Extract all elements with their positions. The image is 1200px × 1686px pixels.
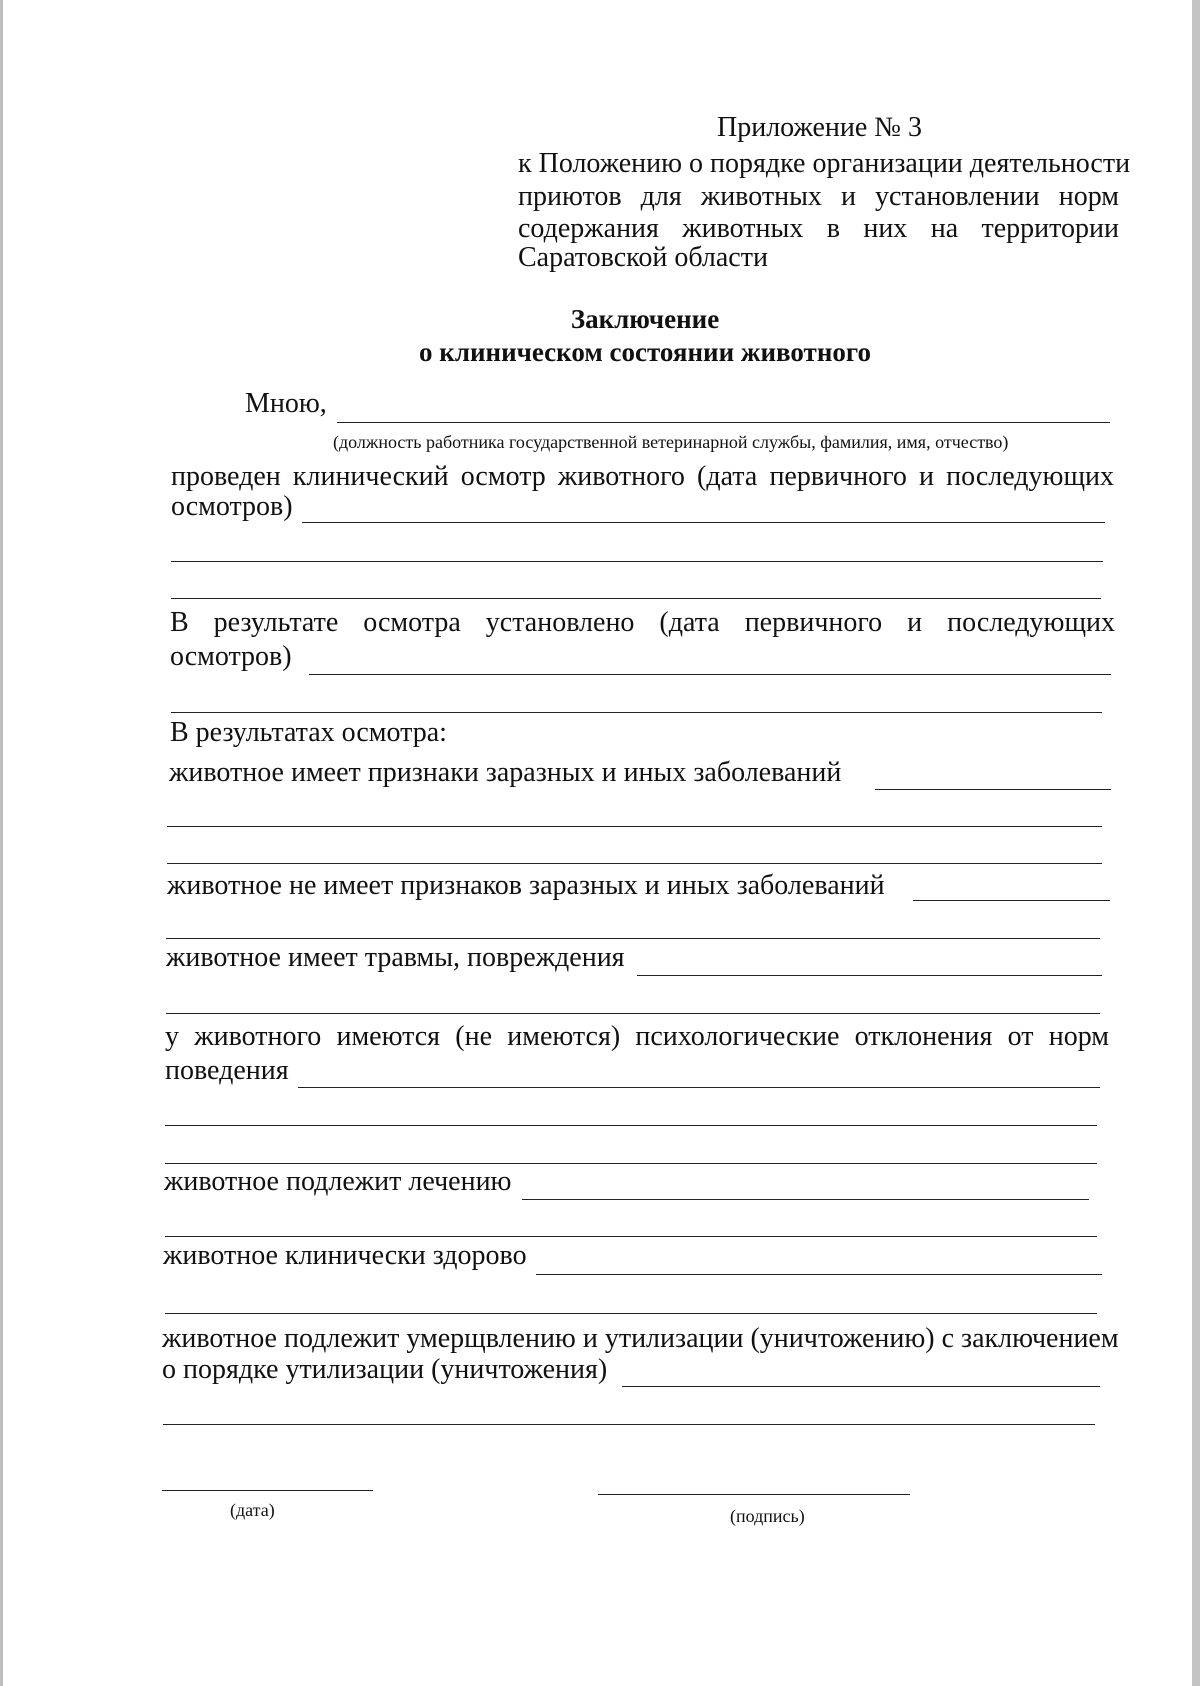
document-subtitle: о клиническом состоянии животного: [419, 337, 871, 367]
scan-edge-right: [1192, 0, 1200, 1686]
psych-line-3[interactable]: [165, 1163, 1097, 1164]
euthanasia-text-line-2: о порядке утилизации (уничтожения): [162, 1354, 608, 1385]
exam-dates-line-3[interactable]: [171, 598, 1101, 599]
no-diseases-label: животное не имеет признаков заразных и иных заболеваний: [167, 870, 885, 901]
euthanasia-text-line-1: животное подлежит умерщвлению и утилизации (уничтожению) с заключением: [162, 1323, 1119, 1354]
injuries-line-1[interactable]: [637, 975, 1102, 976]
signature-line[interactable]: [598, 1494, 910, 1495]
result-text-line-1: В результате осмотра установлено (дата первичного и последующих: [170, 607, 1115, 638]
no-diseases-line-2[interactable]: [166, 938, 1100, 939]
appendix-line-2: приютов для животных и установлении норм: [518, 181, 1119, 212]
appendix-number: Приложение № 3: [717, 112, 922, 143]
result-line-2[interactable]: [171, 712, 1102, 713]
psych-text-line-1: у животного имеются (не имеются) психологические отклонения от норм: [165, 1021, 1109, 1052]
has-diseases-line-2[interactable]: [167, 826, 1102, 827]
exam-dates-line-1[interactable]: [302, 522, 1105, 523]
treatment-label: животное подлежит лечению: [164, 1166, 512, 1197]
euthanasia-line-2[interactable]: [163, 1424, 1095, 1425]
results-heading: В результатах осмотра:: [170, 717, 447, 748]
signature-caption: (подпись): [730, 1506, 805, 1526]
injuries-line-2[interactable]: [166, 1013, 1100, 1014]
appendix-line-3: содержания животных в них на территории: [518, 213, 1119, 244]
healthy-label: животное клинически здорово: [163, 1240, 527, 1271]
healthy-line-1[interactable]: [536, 1274, 1102, 1275]
has-diseases-line-1[interactable]: [875, 789, 1111, 790]
treatment-line-1[interactable]: [522, 1199, 1089, 1200]
mnoyu-label: Мною,: [245, 388, 327, 419]
scan-edge-left: [0, 0, 3, 1686]
official-name-line[interactable]: [337, 422, 1110, 423]
exam-text-line-1: проведен клинический осмотр животного (дата первичного и последующих: [171, 461, 1114, 492]
psych-line-2[interactable]: [165, 1125, 1097, 1126]
no-diseases-line-1[interactable]: [913, 900, 1110, 901]
injuries-label: животное имеет травмы, повреждения: [166, 942, 625, 973]
result-text-line-2: осмотров): [170, 641, 292, 672]
treatment-line-2[interactable]: [165, 1236, 1097, 1237]
has-diseases-label: животное имеет признаки заразных и иных заболеваний: [169, 757, 842, 788]
healthy-line-2[interactable]: [165, 1313, 1097, 1314]
result-line-1[interactable]: [309, 674, 1111, 675]
appendix-line-4: Саратовской области: [518, 242, 768, 273]
exam-dates-line-2[interactable]: [171, 561, 1103, 562]
date-caption: (дата): [230, 1500, 275, 1520]
psych-line-1[interactable]: [298, 1087, 1100, 1088]
euthanasia-line-1[interactable]: [622, 1386, 1100, 1387]
appendix-line-1: к Положению о порядке организации деятельности: [518, 148, 1131, 179]
psych-text-line-2: поведения: [165, 1055, 289, 1086]
has-diseases-line-3[interactable]: [167, 863, 1102, 864]
official-name-caption: (должность работника государственной ветеринарной службы, фамилия, имя, отчество): [333, 432, 1009, 452]
document-title: Заключение: [570, 304, 720, 334]
exam-text-line-2: осмотров): [171, 491, 293, 522]
date-line[interactable]: [162, 1490, 373, 1491]
